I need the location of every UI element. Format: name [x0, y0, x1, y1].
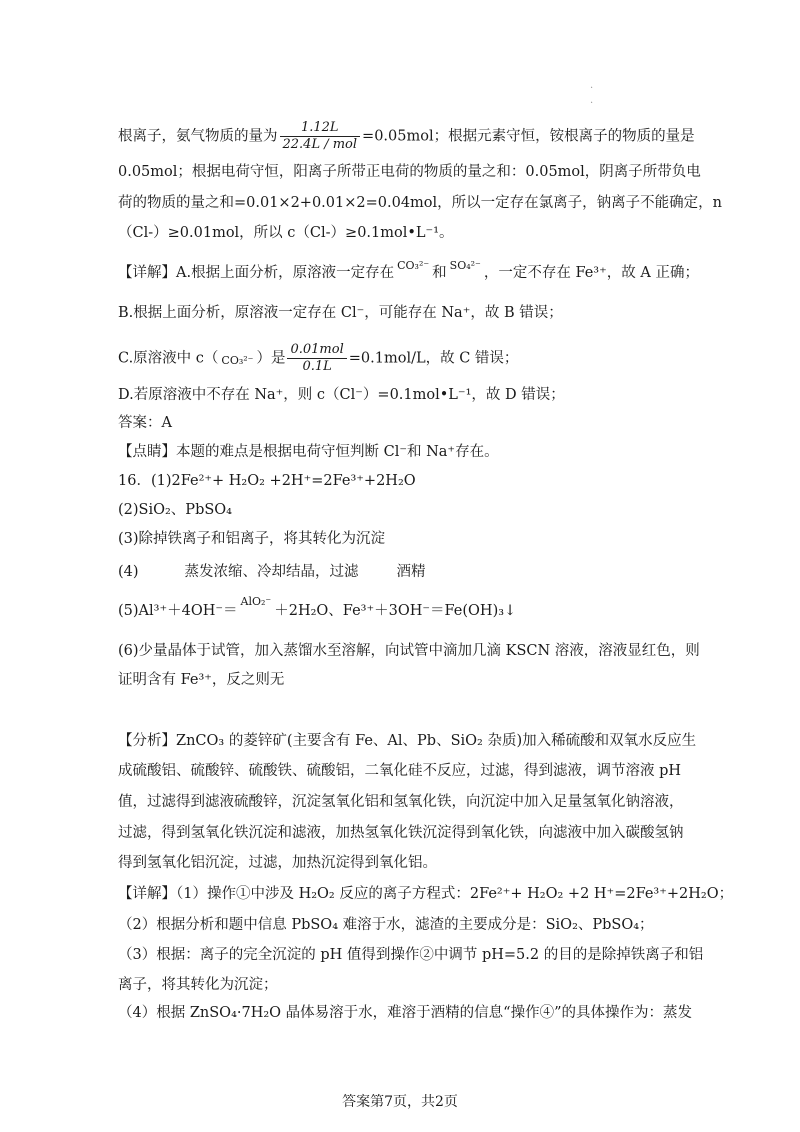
text-line	[118, 594, 517, 621]
text-line: （2）根据分析和题中信息 PbSO₄ 难溶于水，滤渣的主要成分是：SiO₂、PbSO₄；	[118, 917, 654, 933]
text-segment: C.原溶液中 c（	[118, 350, 219, 367]
page-footer: 答案第7页，共2页	[342, 1094, 458, 1110]
text-line: (6)少量晶体于试管，加入蒸馏水至溶解，向试管中滴加几滴 KSCN 溶液，溶液显红色，则	[118, 643, 700, 659]
text-line: 离子，将其转化为沉淀；	[118, 977, 278, 993]
text-segment: 和	[432, 265, 447, 281]
text-segment: (5)Al³⁺＋4OH⁻＝	[118, 603, 238, 619]
text-line: 答案：A	[118, 415, 172, 431]
fraction-numerator: 0.01mol	[287, 342, 346, 359]
text-line: （3）根据：离子的完全沉淀的 pH 值得到操作②中调节 pH=5.2 的目的是除掉铁离子和铝	[118, 947, 704, 963]
ion-formula: SO₄²⁻	[449, 258, 481, 272]
text-line: 荷的物质的量之和=0.01×2+0.01×2=0.04mol，所以一定存在氯离子，钠离子不能确定，n	[118, 195, 723, 211]
text-line: 值，过滤得到滤液硫酸锌，沉淀氢氧化铝和氢氧化铁，向沉淀中加入足量氢氧化钠溶液，	[118, 794, 684, 810]
text-line: (3)除掉铁离子和铝离子，将其转化为沉淀	[118, 531, 386, 547]
ion-formula: AlO₂⁻	[240, 594, 272, 608]
text-segment: 【详解】A.根据上面分析，原溶液一定存在	[118, 265, 395, 281]
text-line: （Cl-）≥0.01mol，所以 c（Cl-）≥0.1mol•L⁻¹。	[118, 225, 454, 241]
text-segment: 酒精	[396, 564, 426, 580]
fraction-denominator: 0.1L	[302, 359, 332, 374]
fraction	[280, 120, 361, 153]
text-segment: 蒸发浓缩、冷却结晶，过滤	[184, 564, 359, 580]
text-line: （4）根据 ZnSO₄·7H₂O 晶体易溶于水，难溶于酒精的信息“操作④”的具体操作为：蒸发	[118, 1005, 692, 1021]
text-line: 【分析】ZnCO₃ 的菱锌矿(主要含有 Fe、Al、Pb、SiO₂ 杂质)加入稀硫酸和双氧水反应生	[118, 733, 697, 749]
text-line: 0.05mol；根据电荷守恒，阳离子所带正电荷的物质的量之和：0.05mol，阴离子所带负电	[118, 164, 701, 180]
text-segment: 根离子，氨气物质的量为	[118, 128, 278, 145]
ion-formula: CO₃²⁻	[397, 258, 430, 272]
text-segment: ）是	[256, 350, 286, 367]
text-line: 成硫酸铝、硫酸锌、硫酸铁、硫酸铝，二氧化硅不反应，过滤，得到滤液，调节溶液 pH	[118, 763, 682, 779]
text-line: 证明含有 Fe³⁺，反之则无	[118, 672, 285, 688]
text-line: 【点睛】本题的难点是根据电荷守恒判断 Cl⁻和 Na⁺存在。	[118, 444, 499, 460]
text-line: 16．(1)2Fe²⁺+ H₂O₂ +2H⁺=2Fe³⁺+2H₂O	[118, 473, 416, 489]
text-line: 【详解】（1）操作①中涉及 H₂O₂ 反应的离子方程式：2Fe²⁺+ H₂O₂ +2 H⁺=2Fe³⁺+2H₂O；	[118, 886, 734, 902]
text-line: B.根据上面分析，原溶液一定存在 Cl⁻，可能存在 Na⁺，故 B 错误；	[118, 305, 563, 321]
fraction-numerator: 1.12L	[280, 120, 361, 137]
text-line: (2)SiO₂、PbSO₄	[118, 502, 232, 518]
text-segment: ＋2H₂O、Fe³⁺＋3OH⁻＝Fe(OH)₃↓	[274, 603, 517, 619]
text-segment: (4)	[118, 564, 139, 580]
text-line: D.若原溶液中不存在 Na⁺，则 c（Cl⁻）=0.1mol•L⁻¹，故 D 错误；	[118, 387, 565, 403]
corner-mark: .	[590, 80, 594, 91]
text-segment: ，一定不存在 Fe³⁺，故 A 正确；	[483, 265, 699, 281]
text-line: 过滤，得到氢氧化铁沉淀和滤液，加热氢氧化铁沉淀得到氧化铁，向滤液中加入碳酸氢钠	[118, 825, 684, 841]
fraction-denominator: 22.4L / mol	[282, 137, 358, 152]
text-line	[118, 258, 699, 283]
text-line	[118, 342, 518, 375]
text-line	[118, 120, 695, 153]
text-line	[118, 562, 426, 582]
text-segment: =0.05mol；根据元素守恒，铵根离子的物质的量是	[362, 128, 695, 145]
corner-mark: .	[590, 95, 594, 106]
text-segment: =0.1mol/L，故 C 错误；	[348, 350, 519, 367]
text-line: 得到氢氧化铝沉淀，过滤，加热沉淀得到氧化铝。	[118, 855, 437, 871]
ion-formula: CO₃²⁻	[221, 354, 254, 367]
fraction	[287, 342, 346, 375]
